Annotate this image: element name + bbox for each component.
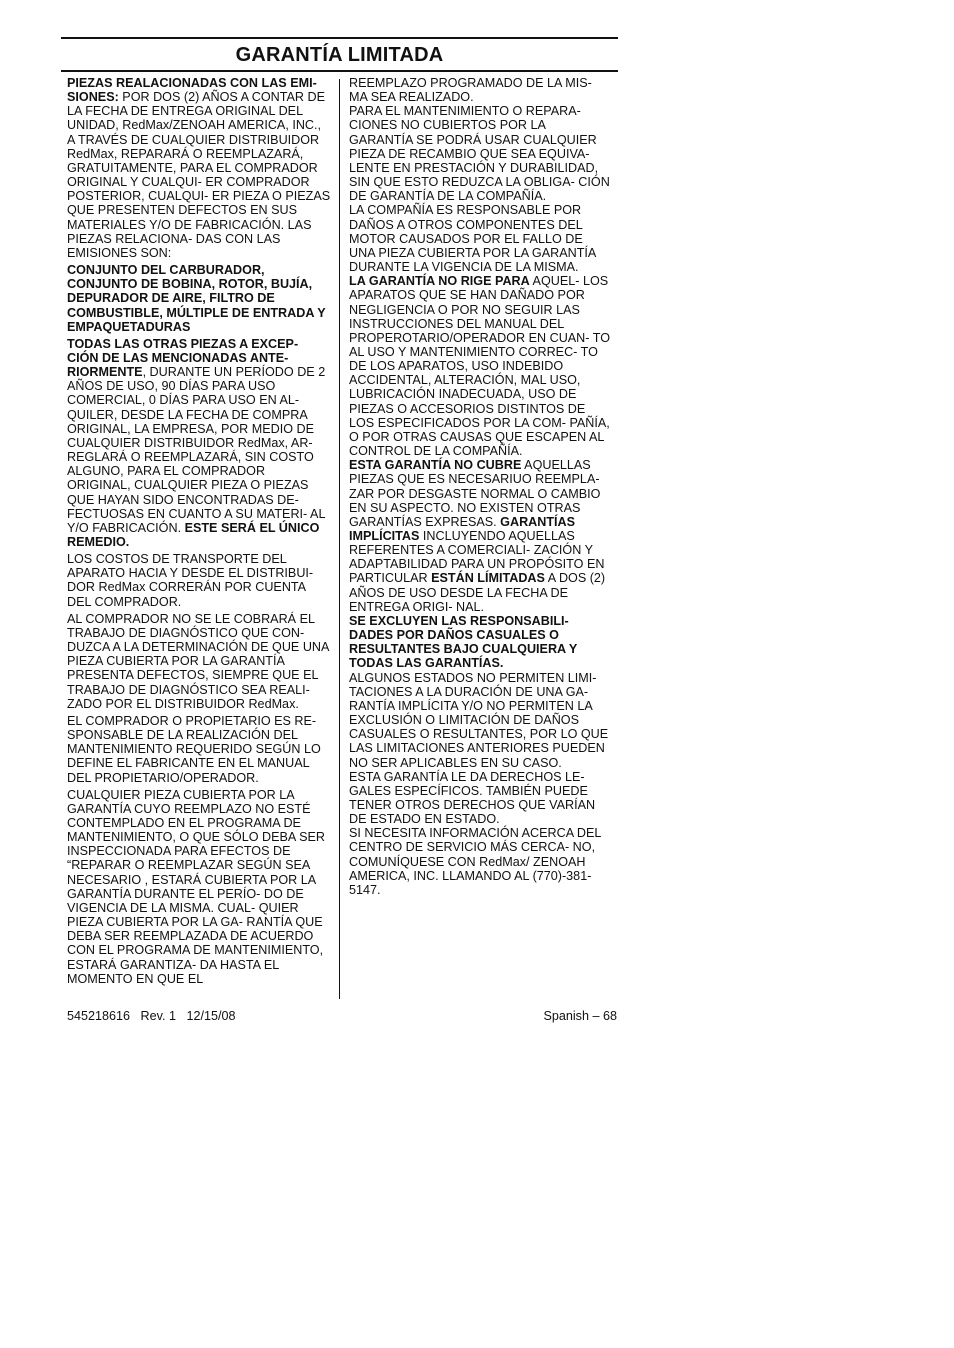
paragraph	[349, 274, 612, 458]
paragraph	[67, 612, 331, 711]
paragraph	[67, 337, 331, 549]
bold-lead: CONJUNTO DEL CARBURADOR, CONJUNTO DE BOBINA, ROTOR, BUJÍA, DEPURADOR DE AIRE, FILTRO DE COMBUSTIBLE, MÚLTIPLE DE ENTRADA Y EMPAQUETADURAS	[67, 263, 326, 334]
paragraph-text: CUALQUIER PIEZA CUBIERTA POR LA GARANTÍA CUYO REEMPLAZO NO ESTÉ CONTEMPLADO EN EL PROGRAMA DE MANTENIMIENTO, O QUE SÓLO DEBA SER INSPECCIONADA PARA EFECTOS DE “REPARAR O REEMPLAZAR SEGÚN SEA NECESARIO , ESTARÁ CUBIERTA POR LA GARANTÍA DURANTE EL PERÍO- DO DE VIGENCIA DE LA MISMA. CUAL- QUIER PIEZA CUBIERTA POR LA GA- RANTÍA QUE DEBA SER REEMPLAZADA DE ACUERDO CON EL PROGRAMA DE MANTENIMIENTO, ESTARÁ GARANTIZA- DA HASTA EL MOMENTO EN QUE EL	[67, 787, 325, 986]
footer-doc-id: 545218616 Rev. 1 12/15/08	[67, 1009, 236, 1023]
paragraph	[349, 203, 612, 274]
paragraph	[67, 552, 331, 609]
header-rule-top	[61, 37, 618, 39]
right-column	[349, 76, 612, 897]
paragraph	[67, 76, 331, 260]
paragraph	[349, 76, 612, 104]
paragraph-text: AQUEL- LOS APARATOS QUE SE HAN DAÑADO POR NEGLIGENCIA O POR NO SEGUIR LAS INSTRUCCIONES DEL MANUAL DEL PROPEROTARIO/OPERADOR EN CUAN- TO AL USO Y MANTENIMIENTO CORREC- TO DE LOS APARATOS, USO INDEBIDO ACCIDENTAL, ALTERACIÓN, MAL USO, LUBRICACIÓN INADECUADA, USO DE PIEZAS O ACCESORIOS DISTINTOS DE LOS ESPECIFICADOS POR LA COM- PAÑÍA, O POR OTRAS CAUSAS QUE ESCAPEN AL CONTROL DE LA COMPAÑÍA.	[349, 274, 611, 459]
paragraph-text: LOS COSTOS DE TRANSPORTE DEL APARATO HACIA Y DESDE EL DISTRIBUI- DOR RedMax CORRERÁN POR CUENTA DEL COMPRADOR.	[67, 552, 314, 609]
paragraph-text: INCLUYENDO AQUELLAS REFERENTES A COMERCIALI- ZACIÓN Y ADAPTABILIDAD PARA UN PROPÓSITO EN PARTICULAR	[349, 529, 605, 586]
paragraph-text: POR DOS (2) AÑOS A CONTAR DE LA FECHA DE ENTREGA ORIGINAL DEL UNIDAD, RedMax/ZENOAH AMERICA, INC., A TRAVÉS DE CUALQUIER DISTRIBUIDOR RedMax, REPARARÁ O REEMPLAZARÁ, GRATUITAMENTE, PARA EL COMPRADOR ORIGINAL Y CUALQUI- ER COMPRADOR POSTERIOR, CUALQUI- ER PIEZA O PIEZAS QUE PRESENTEN DEFECTOS EN SUS MATERIALES Y/O DE FABRICACIÓN. LAS PIEZAS RELACIONA- DAS CON LAS EMISIONES SON:	[67, 90, 331, 260]
bold-lead: PIEZAS REALACIONADAS CON LAS EMI- SIONES:	[67, 76, 317, 105]
bold-lead: ESTA GARANTÍA NO CUBRE	[349, 458, 522, 473]
paragraph	[67, 788, 331, 986]
paragraph	[67, 714, 331, 785]
paragraph	[67, 263, 331, 334]
paragraph-text: , DURANTE UN PERÍODO DE 2 AÑOS DE USO, 90 DÍAS PARA USO COMERCIAL, 0 DÍAS PARA USO EN AL- QUILER, DESDE LA FECHA DE COMPRA ORIGINAL, LA EMPRESA, POR MEDIO DE CUALQUIER DISTRIBUIDOR RedMax, AR- REGLARÁ O REEMPLAZARÁ, SIN COSTO ALGUNO, PARA EL COMPRADOR ORIGINAL, CUALQUIER PIEZA O PIEZAS QUE HAYAN SIDO ENCONTRADAS DE- FECTUOSAS EN CUANTO A SU MATERI- AL Y/O FABRICACIÓN.	[67, 365, 326, 535]
paragraph-text: REEMPLAZO PROGRAMADO DE LA MIS- MA SEA REALIZADO.	[349, 76, 592, 105]
paragraph	[349, 826, 612, 897]
bold-lead: LA GARANTÍA NO RIGE PARA	[349, 274, 530, 289]
footer-page-number: Spanish – 68	[543, 1009, 617, 1023]
paragraph-text: PARA EL MANTENIMIENTO O REPARA- CIONES NO CUBIERTOS POR LA GARANTÍA SE PODRÁ USAR CUALQUIER PIEZA DE RECAMBIO QUE SEA EQUIVA- LENTE EN PRESTACIÓN Y DURABILIDAD, SIN QUE ESTO REDUZCA LA OBLIGA- CIÓN DE GARANTÍA DE LA COMPAÑÍA.	[349, 104, 610, 204]
paragraph-text: SI NECESITA INFORMACIÓN ACERCA DEL CENTRO DE SERVICIO MÁS CERCA- NO, COMUNÍQUESE CON RedMax/ ZENOAH AMERICA, INC. LLAMANDO AL (770)-381-5147.	[349, 826, 601, 897]
column-divider	[339, 79, 340, 999]
header-rule-bottom	[61, 70, 618, 72]
left-column	[67, 76, 331, 989]
paragraph	[349, 770, 612, 827]
bold-text: GARANTÍAS IMPLÍCITAS	[349, 514, 576, 543]
paragraph	[349, 614, 612, 671]
bold-text: ESTE SERÁ EL ÚNICO REMEDIO.	[67, 520, 320, 549]
paragraph-text: AQUELLAS PIEZAS QUE ES NECESARIUO REEMPLA- ZAR POR DESGASTE NORMAL O CAMBIO EN SU ASPECTO. NO EXISTEN OTRAS GARANTÍAS EXPRESAS.	[349, 458, 601, 529]
paragraph-text: EL COMPRADOR O PROPIETARIO ES RE- SPONSABLE DE LA REALIZACIÓN DEL MANTENIMIENTO REQUERIDO SEGÚN LO DEFINE EL FABRICANTE EN EL MANUAL DEL PROPIETARIO/OPERADOR.	[67, 713, 321, 785]
paragraph	[349, 458, 612, 614]
paragraph-text: AL COMPRADOR NO SE LE COBRARÁ EL TRABAJO DE DIAGNÓSTICO QUE CON- DUZCA A LA DETERMINACIÓN DE QUE UNA PIEZA CUBIERTA POR LA GARANTÍA PRESENTA DEFECTOS, SIEMPRE QUE EL TRABAJO DE DIAGNÓSTICO SEA REALI- ZADO POR EL DISTRIBUIDOR RedMax.	[67, 611, 329, 711]
page-title: GARANTÍA LIMITADA	[235, 44, 444, 66]
bold-lead: TODAS LAS OTRAS PIEZAS A EXCEP- CIÓN DE LAS MENCIONADAS ANTE- RIORMENTE	[67, 336, 299, 380]
paragraph-text: A DOS (2) AÑOS DE USO DESDE LA FECHA DE ENTREGA ORIGI- NAL.	[349, 571, 606, 614]
paragraph-text: ESTA GARANTÍA LE DA DERECHOS LE- GALES ESPECÍFICOS. TAMBIÉN PUEDE TENER OTROS DERECHOS QUE VARÍAN DE ESTADO EN ESTADO.	[349, 769, 596, 827]
bold-text: ESTÁN LÍMITADAS	[431, 571, 545, 586]
paragraph-text: LA COMPAÑÍA ES RESPONSABLE POR DAÑOS A OTROS COMPONENTES DEL MOTOR CAUSADOS POR EL FALLO DE UNA PIEZA CUBIERTA POR LA GARANTÍA DURANTE LA VIGENCIA DE LA MISMA.	[349, 203, 596, 275]
paragraph-text: ALGUNOS ESTADOS NO PERMITEN LIMI- TACIONES A LA DURACIÓN DE UNA GA- RANTÍA IMPLÍCITA Y/O NO PERMITEN LA EXCLUSIÓN O LIMITACIÓN DE DAÑOS CASUALES O RESULTANTES, POR LO QUE LAS LIMITACIONES ANTERIORES PUEDEN NO SER APLICABLES EN SU CASO.	[349, 670, 609, 770]
paragraph	[349, 104, 612, 203]
bold-lead: SE EXCLUYEN LAS RESPONSABILI- DADES POR DAÑOS CASUALES O RESULTANTES BAJO CUALQUIERA Y TODAS LAS GARANTÍAS.	[349, 613, 578, 671]
paragraph	[349, 671, 612, 770]
